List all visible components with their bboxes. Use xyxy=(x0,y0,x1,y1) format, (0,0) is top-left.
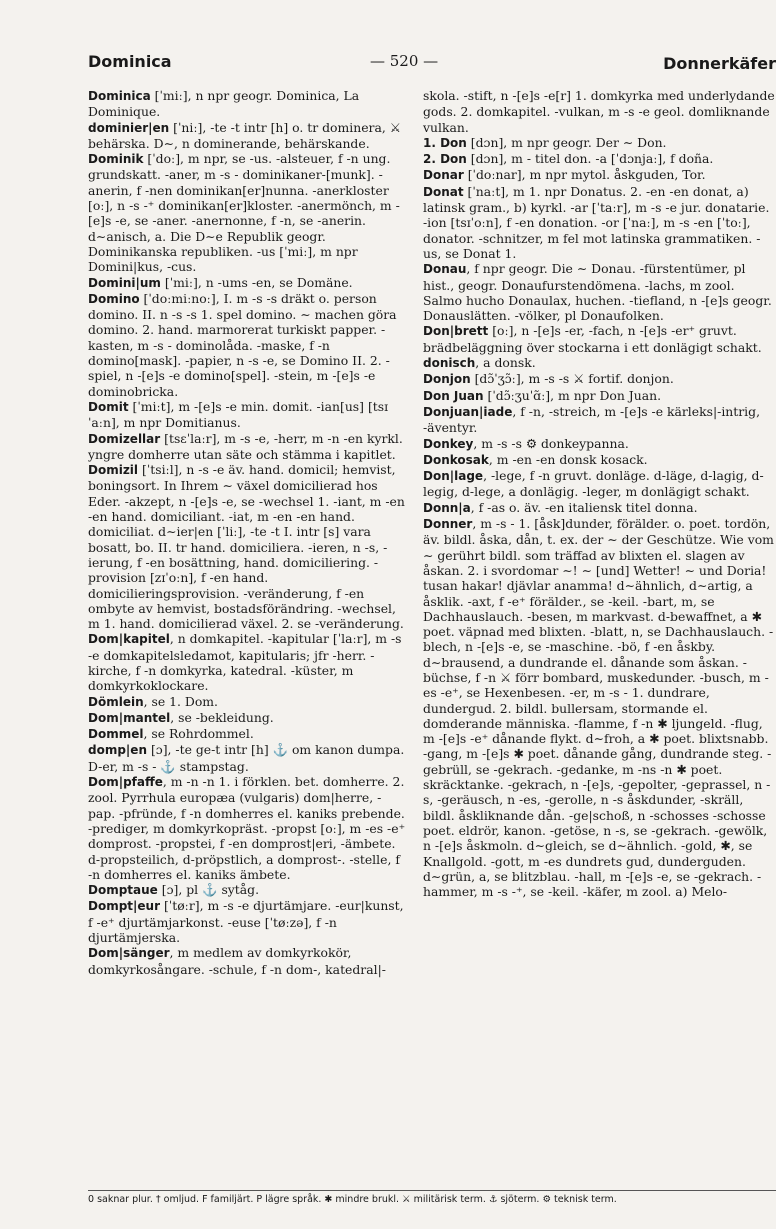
entry-headword: Domino xyxy=(88,291,140,306)
dictionary-entry xyxy=(423,167,776,183)
entry-definition: [ˈmiː], n npr geogr. Dominica, La Dominique. xyxy=(88,88,360,120)
entry-definition: , m -en -en donsk kosack. xyxy=(488,451,648,467)
entry-headword: Domizil xyxy=(88,463,139,478)
entry-definition: [ˈdoː], m npr, se -us. -alsteuer, f -n ung. grundskatt. -aner, m -s - dominikaner-[munk]. -anerin, f -nen dominikan[er]nunna. -anerkloster [oː], n -s -⁺ dominikan[er]kloster. -anermönch, m -[e]s -e, se -aner. -anernonne, f -n, se -anerin. d∼anisch, a. Die D∼e Republik geogr. Dominikanska republiken. -us [ˈmiː], m npr Domini|kus, -cus. xyxy=(88,151,400,275)
dictionary-entry xyxy=(423,184,776,261)
entry-definition: , a donsk. xyxy=(475,355,536,371)
entry-definition: , se Rohrdommel. xyxy=(143,726,254,742)
entry-headword: Dommel xyxy=(88,727,144,742)
entry-definition: , f npr geogr. Die ∼ Donau. -fürstentümer, pl hist., geogr. Donaufurstendömena. -lachs, m zool. Salmo hucho Donaulax, huchen. -tiefland, n -[e]s geogr. Donauslätten. -völker, pl Donaufolken. xyxy=(423,261,772,324)
entry-headword: Don|brett xyxy=(423,324,489,339)
entry-headword: Donner xyxy=(423,517,473,532)
dictionary-entry xyxy=(423,88,776,135)
entry-definition: skola. -stift, n -[e]s -e[r] 1. domkyrka med underlydande gods. 2. domkapitel. -vulkan, m -s -e geol. domliknande vulkan. xyxy=(423,88,775,135)
dictionary-entry xyxy=(88,88,408,120)
entry-headword: Domizellar xyxy=(88,431,161,446)
entry-definition: [ˈmiːt], m -[e]s -e min. domit. -ian[us] [tsɪˈaːn], m npr Domitianus. xyxy=(88,398,389,431)
entry-definition: , n domkapitel. -kapitular [ˈlaːr], m -s -e domkapitelsledamot, kapitularis; jfr -herr. -kirche, f -n domkyrka, katedral. -küster, m domkyrkoklockare. xyxy=(88,631,402,694)
dictionary-entry xyxy=(423,468,776,500)
entry-headword: Donau xyxy=(423,262,467,277)
entry-headword: Domptaue xyxy=(88,883,158,898)
dictionary-entry xyxy=(88,120,408,152)
entry-headword: Donat xyxy=(423,184,464,199)
entry-headword: donisch xyxy=(423,356,476,371)
dictionary-entry xyxy=(88,151,408,274)
entry-definition: , -lege, f -n gruvt. donläge. d-läge, d-lagig, d-legig, d-lege, a donlägig. -leger, m donlägigt schakt. xyxy=(423,468,764,500)
entry-definition: , se -bekleidung. xyxy=(170,709,274,725)
entry-definition: [ˈdɔ̃ːʒuˈɑ̃ː], m npr Don Juan. xyxy=(483,387,662,403)
entry-headword: 2. Don xyxy=(423,152,467,167)
entry-headword: Donar xyxy=(423,168,464,183)
dictionary-entry xyxy=(423,452,776,468)
page-number: — 520 — xyxy=(370,52,439,70)
entry-definition: , m -s - 1. [åsk]dunder, förälder. o. poet. tordön, äv. bildl. åska, dån, t. ex. der ∼ der Geschütze. Wie vom ∼ gerührt bildl. som träffad av blixten el. slagen av åskan. 2. i svordomar ∼! ∼ [und] Wetter! ∼ und Doria! tusan hakar! djävlar anamma! d∼ähnlich, d∼artig, a åsklik. -axt, f -e⁺ förälder., se -keil. -bart, m, se Dachhauslauch. -besen, m markvast. d-bewaffnet, a ✱ poet. väpnad med blixten. -blatt, n, se Dachhauslauch. -blech, n -[e]s -e, se -maschine. -bö, f -en åskby. d∼brausend, a dundrande el. dånande som åskan. -büchse, f -n ⚔ förr bombard, muskedunder. -busch, m -es -e⁺, se Hexenbesen. -er, m -s - 1. dundrare, dundergud. 2. bildl. bullersam, stormande el. domderande människa. -flamme, f -n ✱ ljungeld. -flug, m -[e]s -e⁺ dånande flykt. d∼froh, a ✱ poet. blixtsnabb. -gang, m -[e]s ✱ poet. dånande gång, dundrande steg. -gebrüll, se -gekrach. -gedanke, m -ns -n ✱ poet. skräcktanke. -gekrach, n -[e]s, -gepolter, -geprassel, n -s, -geräusch, n -es, -gerolle, n -s åskdunder, -skräll, bildl. åskliknande dån. -ge|schoß, n -schosses -schosse poet. eldrör, kanon. -getöse, n -s, se -gekrach. -gewölk, n -[e]s åskmoln. d∼gleich, se d∼ähnlich. -gold, ✱, se Knallgold. -gott, m -es dundrets gud, dunderguden. d∼grün, a, se blitzblau. -hall, m -[e]s -e, se -gekrach. -hammer, m -s -⁺, se -keil. -käfer, m zool. a) Melo- xyxy=(423,516,774,900)
dictionary-entry xyxy=(88,710,408,726)
dictionary-entry xyxy=(423,388,776,404)
entry-headword: Dom|kapitel xyxy=(88,632,170,647)
dictionary-entry xyxy=(423,261,776,323)
entry-headword: Dompt|eur xyxy=(88,899,161,914)
dictionary-entry xyxy=(88,399,408,431)
dictionary-entry xyxy=(88,291,408,399)
dictionary-entry xyxy=(423,355,776,371)
entry-definition: [ˈmiː], n -ums -en, se Domäne. xyxy=(160,274,353,290)
page-header xyxy=(88,52,776,82)
dictionary-entry xyxy=(88,275,408,291)
dictionary-entry xyxy=(88,431,408,463)
entry-headword: Donjon xyxy=(423,372,471,387)
dictionary-entry xyxy=(88,742,408,774)
right-column xyxy=(423,88,776,899)
header-left-guideword: Dominica xyxy=(88,52,172,71)
entry-definition: [ˈdoːmiːnoː], I. m -s -s dräkt o. person domino. II. n -s -s 1. spel domino. ∼ machen göra domino. 2. hand. marmorerat turkiskt papper. -kasten, m -s - dominolåda. -maske, f -n domino[mask]. -papier, n -s -e, se Domino II. 2. -spiel, n -[e]s -e domino[spel]. -stein, m -[e]s -e dominobricka. xyxy=(88,290,397,399)
dictionary-entry xyxy=(423,436,776,452)
entry-definition: , se 1. Dom. xyxy=(143,693,218,709)
entry-headword: Donkey xyxy=(423,436,474,451)
entry-headword: Donjuan|iade xyxy=(423,404,513,419)
entry-definition: [ˈtsiːl], n -s -e äv. hand. domicil; hemvist, boningsort. In Ihrem ∼ växel domicilierad hos Eder. -akzept, n -[e]s -e, se -wechsel 1. -iant, m -en -en hand. domiciliant. -iat, m -en -en hand. domiciliat. d∼ier|en [ˈliː], -te -t I. intr [s] vara bosatt, bo. II. tr hand. domiciliera. -ieren, n -s, -ierung, f -en bosättning, hand. domiciliering. -provision [zɪˈoːn], f -en hand. domicilieringsprovision. -veränderung, f -en ombyte av hemvist, bostadsförändring. -wechsel, m 1. hand. domicilierad växel. 2. se -veränderung. xyxy=(88,462,405,632)
left-column xyxy=(88,88,408,977)
dictionary-entry xyxy=(423,371,776,387)
dictionary-entry xyxy=(423,404,776,436)
dictionary-entry xyxy=(423,323,776,355)
dictionary-entry xyxy=(88,882,408,898)
entry-definition: [ˈtøːr], m -s -e djurtämjare. -eur|kunst, f -e⁺ djurtämjarkonst. -euse [ˈtøːzə], f -n djurtämjerska. xyxy=(88,898,404,946)
entry-definition: [ɔ], pl ⚓ sytåg. xyxy=(157,882,260,898)
entry-definition: , f -as o. äv. -en italiensk titel donna. xyxy=(470,499,698,515)
entry-headword: Dom|pfaffe xyxy=(88,775,163,790)
dictionary-entry xyxy=(88,898,408,945)
abbreviation-legend: 0 saknar plur. † omljud. F familjärt. P lägre språk. ✱ mindre brukl. ⚔ militärisk term. ⚓ sjöterm. ⚙ teknisk term. xyxy=(88,1190,776,1205)
dictionary-entry xyxy=(423,516,776,899)
entry-definition: [dɔn], m npr geogr. Der ∼ Don. xyxy=(466,134,667,150)
entry-headword: Donn|a xyxy=(423,500,471,515)
entry-headword: Dom|mantel xyxy=(88,710,171,725)
dictionary-entry xyxy=(88,774,408,882)
dictionary-entry xyxy=(423,135,776,151)
dictionary-entry xyxy=(423,500,776,516)
entry-headword: dominier|en xyxy=(88,120,170,135)
dictionary-entry xyxy=(88,694,408,710)
header-right-guideword: Donnerkäfer xyxy=(663,54,776,73)
dictionary-entry xyxy=(88,726,408,742)
entry-definition: , f -n, -streich, m -[e]s -e kärleks|-intrig, -äventyr. xyxy=(423,403,761,436)
entry-definition: [dɔn], m - titel don. -a [ˈdɔnjaː], f doña. xyxy=(466,151,714,167)
entry-headword: Domini|um xyxy=(88,275,161,290)
entry-headword: domp|en xyxy=(88,743,147,758)
entry-headword: Donkosak xyxy=(423,452,489,467)
dictionary-entry xyxy=(88,945,408,977)
entry-headword: Domit xyxy=(88,399,129,414)
entry-headword: Don|lage xyxy=(423,469,484,484)
entry-definition: [ˈnaːt], m 1. npr Donatus. 2. -en -en donat, a) latinsk gram., b) kyrkl. -ar [ˈtaːr], m -s -e jur. donatarie. -ion [tsɪˈoːn], f -en donation. -or [ˈnaː], m -s -en [ˈtoː], donator. -schnitzer, m fel mot latinska grammatiken. -us, se Donat 1. xyxy=(423,183,770,261)
entry-definition: [tsɛˈlaːr], m -s -e, -herr, m -n -en kyrkl. yngre domherre utan säte och stämma i kapitlet. xyxy=(88,430,403,462)
entry-headword: Dom|sänger xyxy=(88,946,170,961)
entry-headword: Dömlein xyxy=(88,694,144,709)
entry-definition: , m -s -s ⚙ donkeypanna. xyxy=(473,435,629,451)
entry-definition: , m medlem av domkyrkokör, domkyrkosångare. -schule, f -n dom-, katedral|- xyxy=(88,945,386,977)
dictionary-entry xyxy=(423,151,776,167)
entry-headword: 1. Don xyxy=(423,135,467,150)
entry-definition: [ˈniː], -te -t intr [h] o. tr dominera, ⚔ behärska. D∼, n dominerande, behärskande. xyxy=(88,119,401,151)
entry-headword: Dominik xyxy=(88,152,144,167)
entry-definition: [ɔ], -te ge-t intr [h] ⚓ om kanon dumpa. D-er, m -s - ⚓ stampstag. xyxy=(88,742,405,774)
entry-headword: Don Juan xyxy=(423,388,484,403)
entry-definition: [oː], n -[e]s -er, -fach, n -[e]s -er⁺ gruvt. brädbeläggning över stockarna i ett donlägigt schakt. xyxy=(423,323,762,355)
entry-headword: Dominica xyxy=(88,89,151,103)
dictionary-entry xyxy=(88,631,408,693)
entry-definition: , m -n -n 1. i förklen. bet. domherre. 2. zool. Pyrrhula europæa (vulgaris) dom|herre, -pap. -pfründe, f -n domherres el. kaniks prebende. -prediger, m domkyrkopräst. -propst [oː], m -es -e⁺ domprost. -propstei, f -en domprost|eri, -ämbete. d-propsteilich, d-pröpstlich, a domprost-. -stelle, f -n domherres el. kaniks ämbete. xyxy=(88,774,406,882)
entry-definition: [ˈdoːnar], m npr mytol. åskguden, Tor. xyxy=(463,167,706,183)
entry-definition: [dɔ̃ˈʒɔ̃ː], m -s -s ⚔ fortif. donjon. xyxy=(470,371,674,387)
dictionary-entry xyxy=(88,462,408,631)
